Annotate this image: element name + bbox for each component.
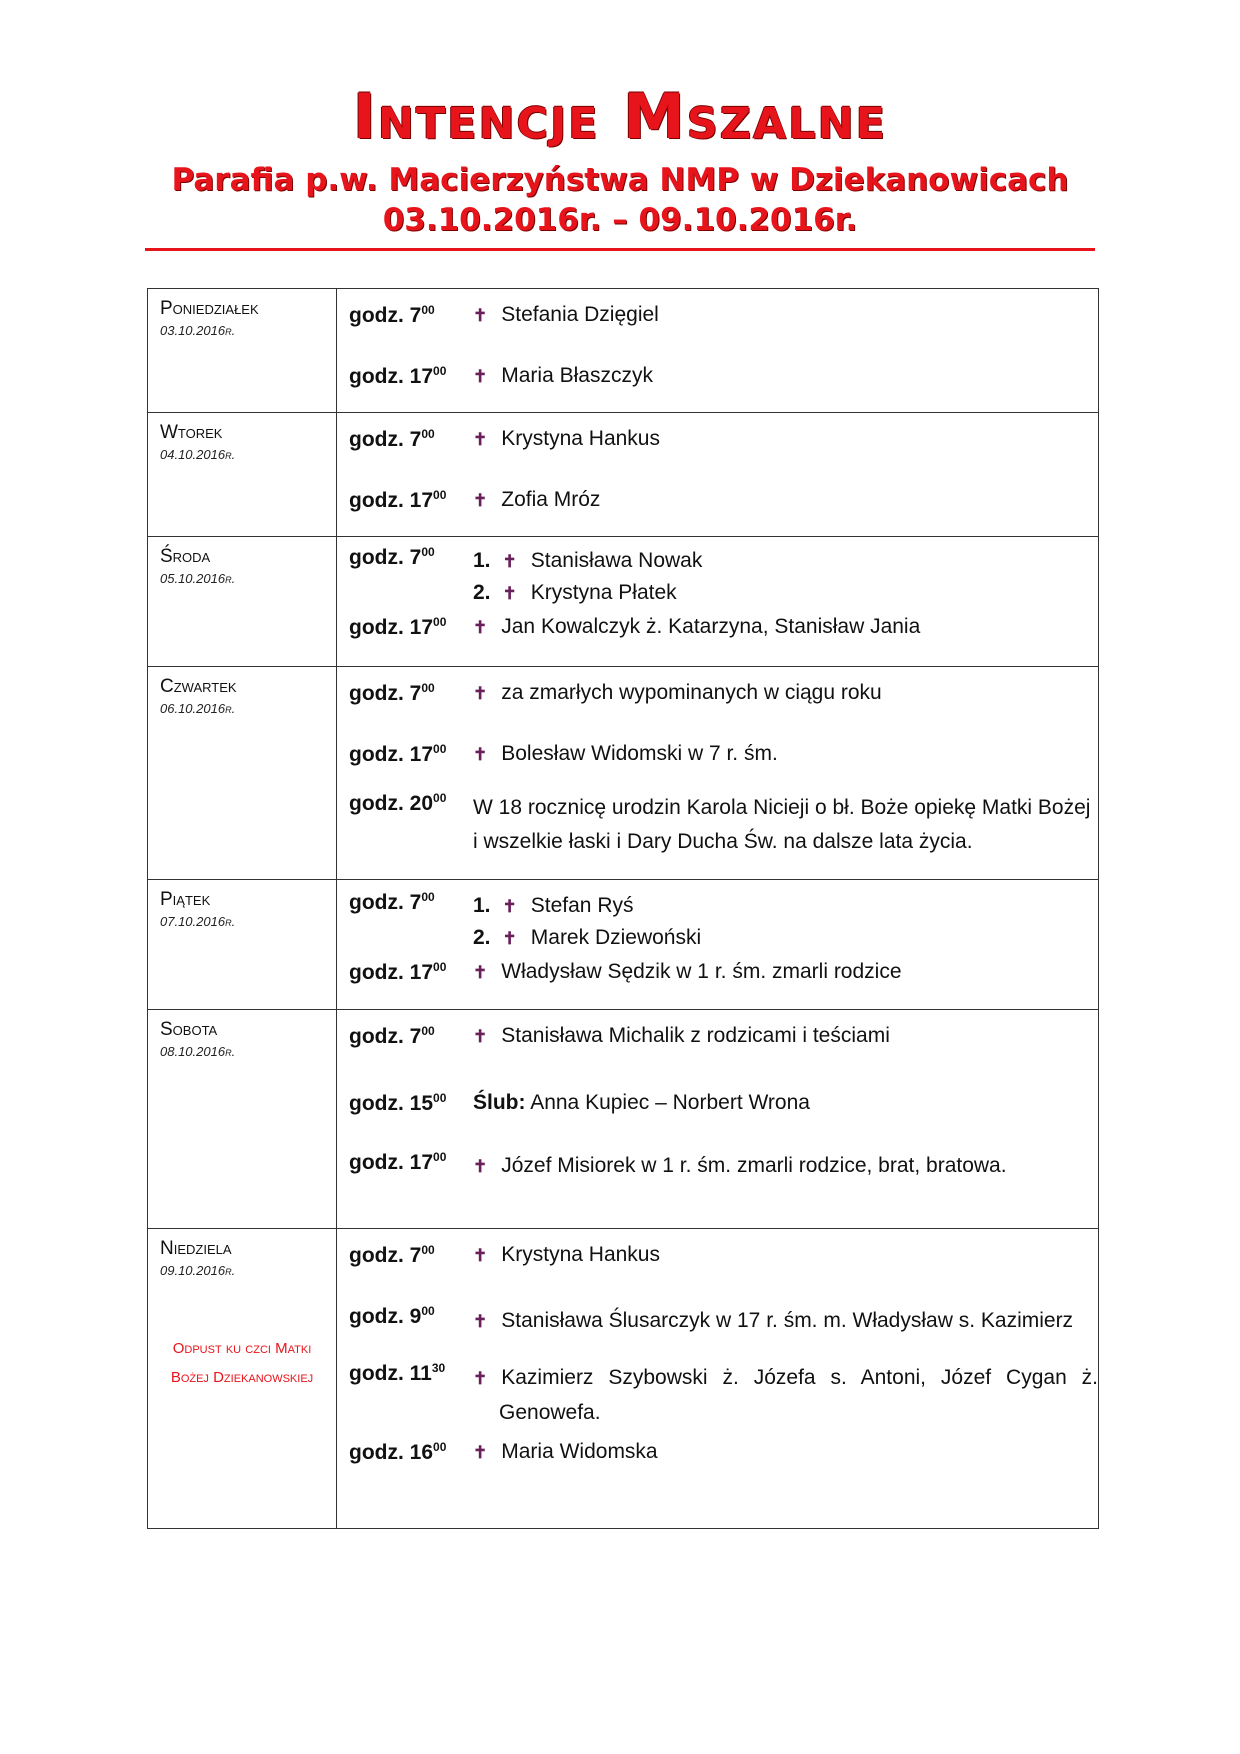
mass-slot [337,1361,1098,1430]
day-row-wednesday [148,537,1099,667]
mass-intention: ✝ Zofia Mróz [473,488,601,511]
mass-slot [337,890,1098,954]
mass-time: godz. $17^{00}$ [349,488,447,512]
mass-intention: ✝ Bolesław Widomski w 7 r. śm. [473,742,778,765]
mass-time: godz. $7^{00}$ [349,890,435,914]
header-divider [145,248,1095,251]
cross-icon: ✝ [473,618,488,637]
mass-time: godz. $17^{00}$ [349,364,447,388]
mass-slot [337,791,1098,859]
mass-list [337,1229,1099,1529]
mass-slot [337,303,1098,328]
mass-list [337,413,1099,537]
mass-slot [337,1243,1098,1268]
date-range: 03.10.2016r. – 09.10.2016r. [382,202,858,238]
numbered-intention: 2. ✝ Krystyna Płatek [473,581,677,604]
mass-time: godz. $7^{00}$ [349,1243,435,1267]
mass-intention: ✝ Józef Misiorek w 1 r. śm. zmarli rodzice, brat, bratowa. [473,1154,1007,1177]
mass-intention: ✝ Krystyna Hankus [473,1243,660,1266]
day-date: 04.10.2016r. [160,447,236,462]
numbered-intention: 1. ✝ Stefan Ryś [473,894,634,917]
mass-intention: ✝ Jan Kowalczyk ż. Katarzyna, Stanisław Jania [473,615,921,638]
day-name: Wtorek [160,422,223,443]
mass-slot [337,1024,1098,1049]
mass-intention: ✝ Krystyna Hankus [473,427,660,450]
numbered-intention: 2. ✝ Marek Dziewoński [473,926,702,949]
mass-time: godz. $15^{00}$ [349,1091,447,1115]
cross-icon: ✝ [473,963,488,982]
day-row-sunday [148,1229,1099,1529]
day-name: Środa [160,546,211,567]
cross-icon: ✝ [473,745,488,764]
day-date: 07.10.2016r. [160,914,236,929]
cross-icon: ✝ [502,929,517,948]
day-cell [148,1010,337,1229]
day-name: Czwartek [160,676,237,697]
mass-slot [337,1304,1098,1339]
day-date: 08.10.2016r. [160,1044,236,1059]
day-date: 06.10.2016r. [160,701,236,716]
mass-time: godz. $9^{00}$ [349,1304,435,1328]
day-cell [148,667,337,880]
mass-time: godz. $7^{00}$ [349,681,435,705]
mass-slot [337,545,1098,609]
day-date: 05.10.2016r. [160,571,236,586]
day-row-monday [148,289,1099,413]
mass-intention: ✝ Władysław Sędzik w 1 r. śm. zmarli rodzice [473,960,902,983]
day-row-friday [148,880,1099,1010]
cross-icon: ✝ [473,1246,488,1265]
cross-icon: ✝ [473,1443,488,1462]
mass-slot [337,615,1098,640]
cross-icon: ✝ [502,897,517,916]
day-cell [148,1229,337,1529]
day-name: Piątek [160,889,211,910]
mass-list [337,880,1099,1010]
indulgence-note: Odpust ku czci Matki Bożej Dziekanowskiej [170,1340,314,1386]
day-cell [148,880,337,1010]
cross-icon: ✝ [502,584,517,603]
day-name: Sobota [160,1019,218,1040]
day-cell [148,413,337,537]
cross-icon: ✝ [473,1369,488,1388]
mass-slot [337,681,1098,706]
mass-intention: ✝ Stefania Dzięgiel [473,303,659,326]
cross-icon: ✝ [473,1027,488,1046]
day-row-tuesday [148,413,1099,537]
mass-slot [337,960,1098,985]
mass-list [337,1010,1099,1229]
mass-time: godz. $7^{00}$ [349,1024,435,1048]
cross-icon: ✝ [473,491,488,510]
page-title: Intencje Mszalne [352,80,888,153]
mass-time: godz. $17^{00}$ [349,742,447,766]
mass-intention: W 18 rocznicę urodzin Karola Nicieji o bł. Boże opiekę Matki Bożej i wszelkie łaski i Dary Ducha Św. na dalsze lata życia. [473,796,1091,853]
mass-intention [473,545,1098,609]
mass-intention: ✝ Maria Błaszczyk [473,364,653,387]
day-name: Poniedziałek [160,298,259,319]
day-cell [148,289,337,413]
mass-intention: ✝ Stanisława Michalik z rodzicami i teściami [473,1024,890,1047]
day-row-thursday [148,667,1099,880]
mass-time: godz. $17^{00}$ [349,615,447,639]
mass-slot [337,427,1098,452]
cross-icon: ✝ [502,552,517,571]
day-date: 03.10.2016r. [160,323,236,338]
numbered-intention: 1. ✝ Stanisława Nowak [473,549,703,572]
intentions-table [147,288,1099,1529]
day-cell [148,537,337,667]
mass-time: godz. $7^{00}$ [349,303,435,327]
day-name: Niedziela [160,1238,232,1259]
parish-subtitle: Parafia p.w. Macierzyństwa NMP w Dziekanowicach [171,162,1069,198]
day-date: 09.10.2016r. [160,1263,236,1278]
mass-slot [337,364,1098,389]
mass-intention: ✝ Stanisława Ślusarczyk w 17 r. śm. m. Władysław s. Kazimierz [473,1309,1074,1332]
cross-icon: ✝ [473,684,488,703]
cross-icon: ✝ [473,430,488,449]
mass-time: godz. $7^{00}$ [349,427,435,451]
mass-list [337,537,1099,667]
cross-icon: ✝ [473,1157,488,1176]
mass-slot [337,1091,1098,1116]
mass-intention [473,890,1098,954]
mass-slot [337,1440,1098,1465]
mass-time: godz. $7^{00}$ [349,545,435,569]
wedding-label: Ślub: [473,1091,526,1114]
cross-icon: ✝ [473,1312,488,1331]
mass-time: godz. $11^{30}$ [349,1361,446,1385]
mass-list [337,667,1099,880]
cross-icon: ✝ [473,367,488,386]
mass-intention: ✝ Kazimierz Szybowski ż. Józefa s. Antoni, Józef Cygan ż. Genowefa. [473,1366,1098,1424]
mass-slot [337,488,1098,513]
mass-list [337,289,1099,413]
mass-slot [337,742,1098,767]
mass-time: godz. $17^{00}$ [349,960,447,984]
page-header [145,82,1095,240]
mass-time: godz. $16^{00}$ [349,1440,447,1464]
mass-slot [337,1150,1098,1182]
mass-intention: ✝ za zmarłych wypominanych w ciągu roku [473,681,882,704]
day-row-saturday [148,1010,1099,1229]
mass-intention: ✝ Maria Widomska [473,1440,658,1463]
cross-icon: ✝ [473,306,488,325]
mass-intention: Ślub: Anna Kupiec – Norbert Wrona [473,1091,810,1114]
mass-time: godz. $20^{00}$ [349,791,447,815]
mass-time: godz. $17^{00}$ [349,1150,447,1174]
